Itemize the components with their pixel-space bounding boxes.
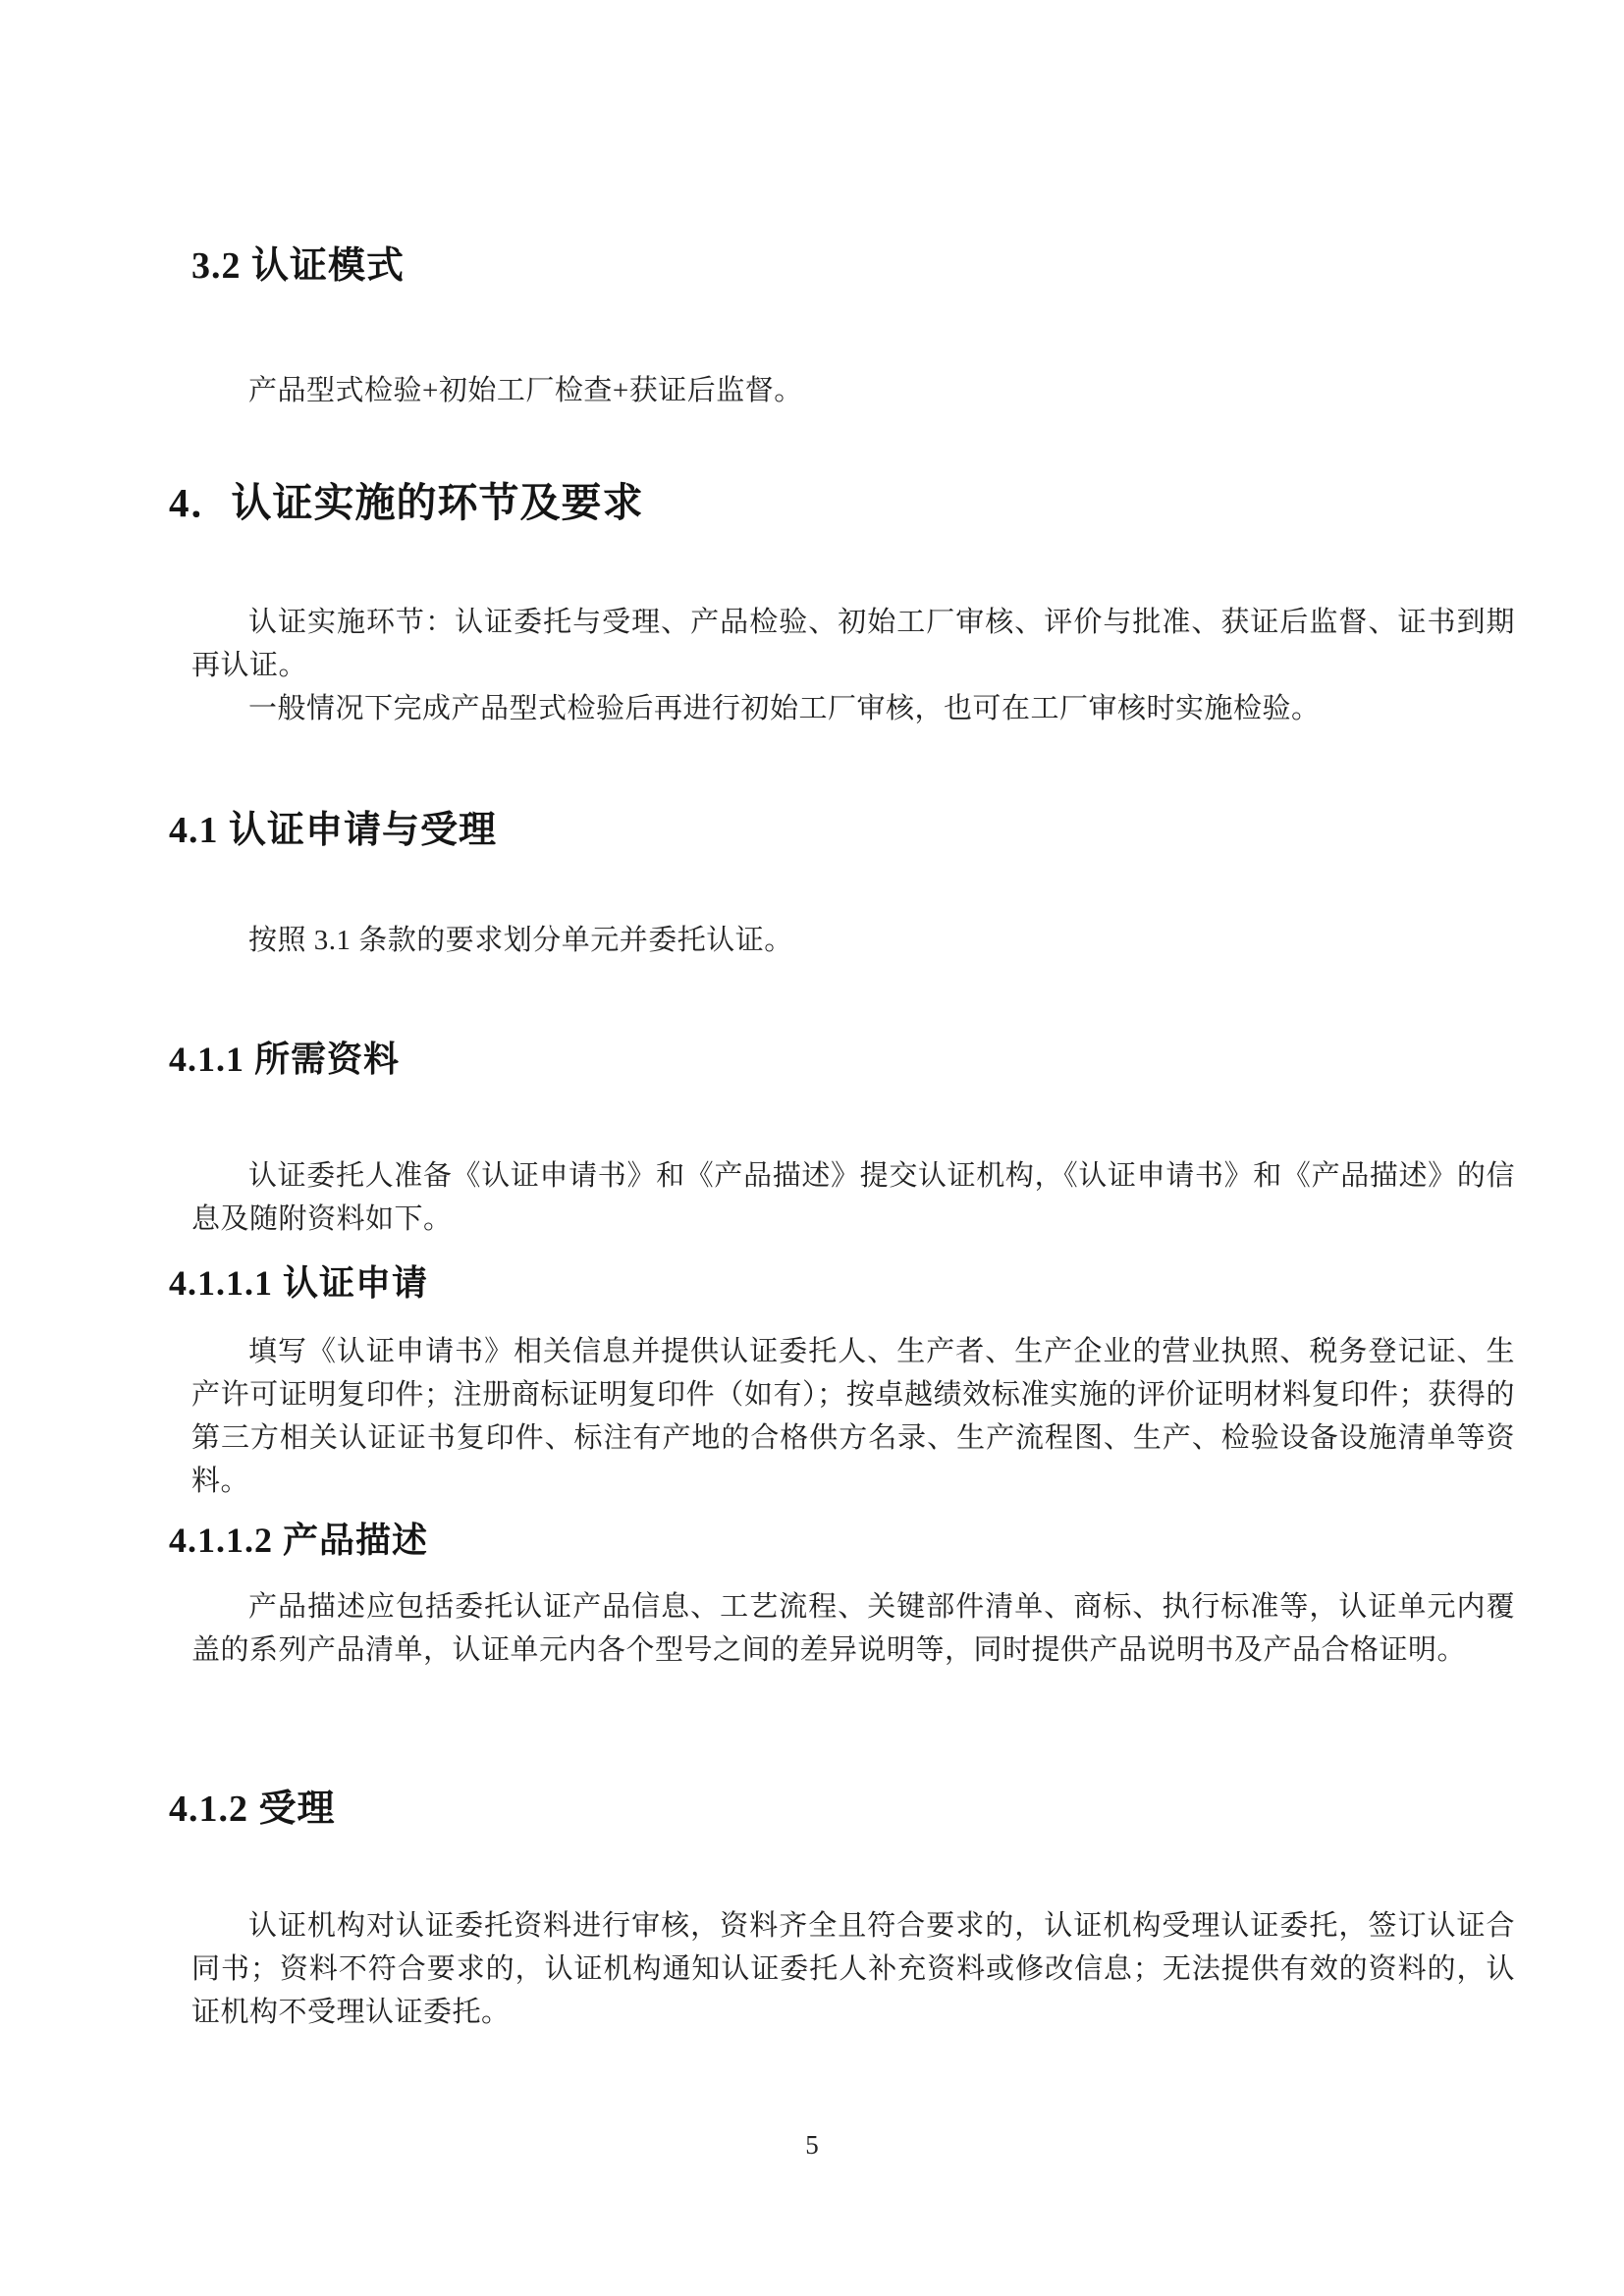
- paragraph-certification-mode: 产品型式检验+初始工厂检查+获证后监督。: [248, 375, 803, 406]
- heading-4-1-application-acceptance: 4.1 认证申请与受理: [169, 810, 498, 851]
- paragraph-unit-division: 按照 3.1 条款的要求划分单元并委托认证。: [248, 925, 793, 956]
- paragraph-required-materials: 认证委托人准备《认证申请书》和《产品描述》提交认证机构，《认证申请书》和《产品描述》的信息及随附资料如下。: [191, 1160, 1515, 1235]
- paragraph-implementation-steps: 认证实施环节：认证委托与受理、产品检验、初始工厂审核、评价与批准、获证后监督、证书到期再认证。: [191, 607, 1515, 681]
- heading-4-1-1-1-certification-application: 4.1.1.1 认证申请: [169, 1263, 429, 1303]
- paragraph-acceptance-process: 认证机构对认证委托资料进行审核，资料齐全且符合要求的，认证机构受理认证委托，签订认证合同书；资料不符合要求的，认证机构通知认证委托人补充资料或修改信息；无法提供有效的资料的，认证机构不受理认证委托。: [191, 1910, 1515, 2028]
- page-number: 5: [805, 2130, 819, 2160]
- heading-4-1-1-required-materials: 4.1.1 所需资料: [169, 1040, 401, 1079]
- heading-4-1-2-acceptance: 4.1.2 受理: [169, 1789, 336, 1830]
- heading-4-implementation-requirements: 4．认证实施的环节及要求: [169, 480, 644, 525]
- heading-3-2-certification-mode: 3.2 认证模式: [191, 245, 406, 287]
- paragraph-application-contents: 填写《认证申请书》相关信息并提供认证委托人、生产者、生产企业的营业执照、税务登记证、生产许可证明复印件；注册商标证明复印件（如有）；按卓越绩效标准实施的评价证明材料复印件；获得的第三方相关认证证书复印件、标注有产地的合格供方名录、生产流程图、生产、检验设备设施清单等资料。: [191, 1336, 1515, 1497]
- paragraph-product-description-contents: 产品描述应包括委托认证产品信息、工艺流程、关键部件清单、商标、执行标准等，认证单元内覆盖的系列产品清单，认证单元内各个型号之间的差异说明等，同时提供产品说明书及产品合格证明。: [191, 1591, 1515, 1666]
- heading-4-1-1-2-product-description: 4.1.1.2 产品描述: [169, 1521, 429, 1560]
- paragraph-inspection-order: 一般情况下完成产品型式检验后再进行初始工厂审核，也可在工厂审核时实施检验。: [248, 693, 1321, 724]
